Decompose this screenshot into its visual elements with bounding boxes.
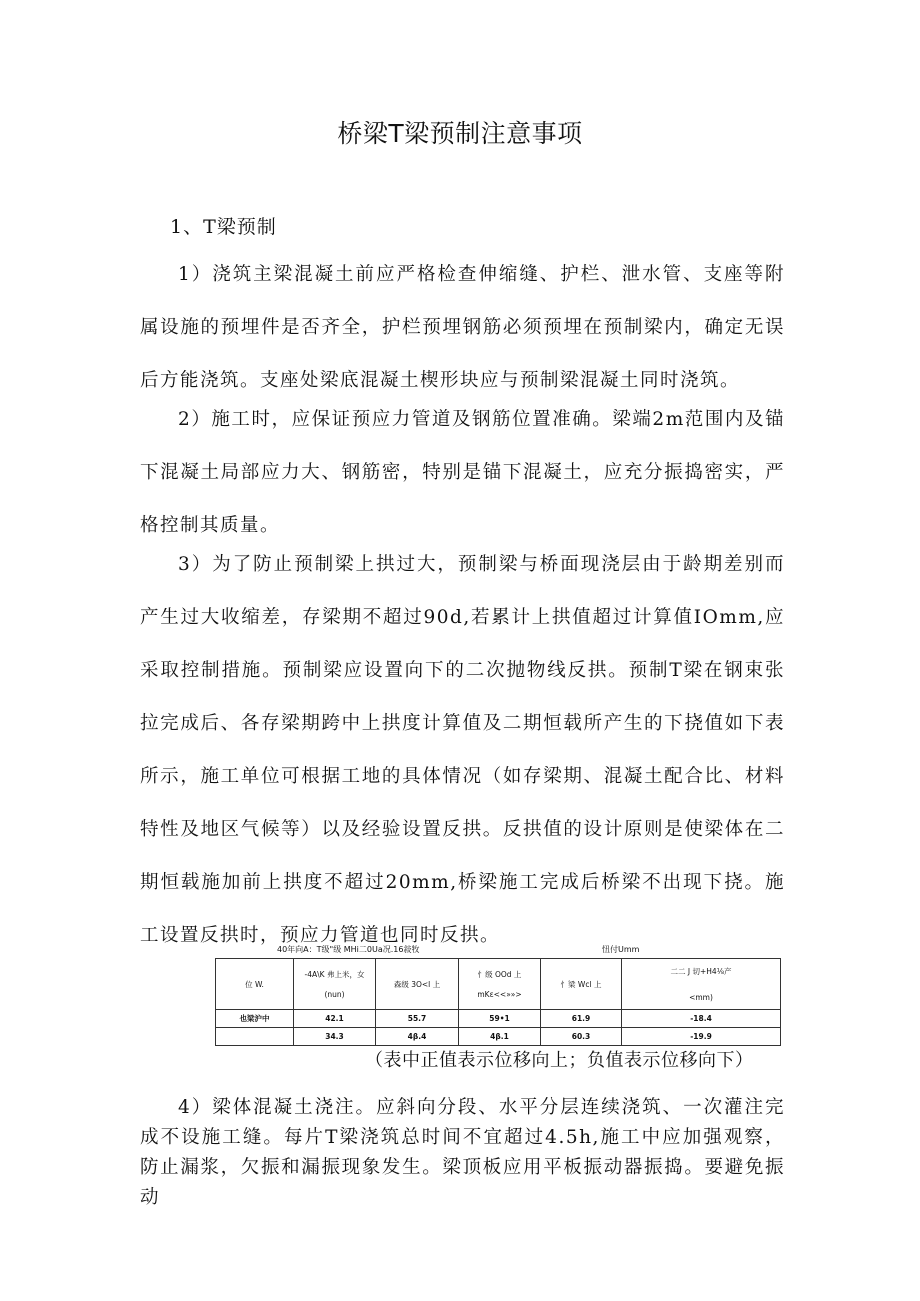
- paragraph-4: 4）梁体混凝土浇注。应斜向分段、水平分层连续浇筑、一次灌注完成不设施工缝。每片T梁浇筑总时间不宜超过4.5h,施工中应加强观察，防止漏浆，欠振和漏振现象发生。梁顶板应用平板振动器振捣。要避免振动: [140, 1097, 785, 1208]
- table-cell: 59•1: [459, 1010, 541, 1028]
- table-header-row: [216, 959, 781, 1010]
- table-cell: 34.3: [294, 1028, 376, 1046]
- table-cell: 42.1: [294, 1010, 376, 1028]
- table-note: （表中正值表示位移向上；负值表示位移向下）: [365, 1050, 754, 1071]
- header-cell: 位 W.: [216, 959, 294, 1010]
- table-cell: -19.9: [622, 1028, 781, 1046]
- table-caption-left: 40年向A：T级"级 MHi二0Ua况.16敍牧: [277, 945, 420, 954]
- table-cell: 4β.4: [376, 1028, 459, 1046]
- table-cell: 61.9: [541, 1010, 622, 1028]
- camber-table: [215, 958, 781, 1046]
- paragraph-2: 2）施工时，应保证预应力管道及钢筋位置准确。梁端2m范围内及锚下混凝土局部应力大、钢筋密，特别是锚下混凝土，应充分振捣密实，严格控制其质量。: [140, 409, 785, 536]
- header-cell: 二二 J 切+H4⅛产 <mm): [622, 959, 781, 1010]
- header-cell: 忄级 OOd 上 mKε<<»»>: [459, 959, 541, 1010]
- paragraph-1: 1）浇筑主梁混凝土前应严格检查伸缩缝、护栏、泄水管、支座等附属设施的预埋件是否齐全，护栏预埋钢筋必须预埋在预制梁内，确定无误后方能浇筑。支座处梁底混凝土楔形块应与预制梁混凝土同时浇筑。: [140, 264, 785, 391]
- header-cell: 森级 3O<l 上: [376, 959, 459, 1010]
- table-caption-row: [215, 942, 780, 958]
- section-heading: 1、T梁预制: [170, 216, 277, 238]
- header-cell: -4A\K 弗上米，女 (nun): [294, 959, 376, 1010]
- header-cell: 忄梁 Wcl 上: [541, 959, 622, 1010]
- table-row: [216, 1010, 781, 1028]
- table-cell: 也梁沪中: [216, 1010, 294, 1028]
- table-cell: 60.3: [541, 1028, 622, 1046]
- table-cell: -18.4: [622, 1010, 781, 1028]
- document-title: 桥梁T梁预制注意事项: [337, 119, 583, 148]
- table-row: [216, 1028, 781, 1046]
- camber-table-block: [215, 942, 780, 1046]
- table-cell: [216, 1028, 294, 1046]
- paragraph-3: 3）为了防止预制梁上拱过大，预制梁与桥面现浇层由于龄期差别而产生过大收缩差，存梁期不超过90d,若累计上拱值超过计算值IOmm,应采取控制措施。预制梁应设置向下的二次抛物线反拱。预制T梁在钢束张拉完成后、各存梁期跨中上拱度计算值及二期恒载所产生的下挠值如下表所示，施工单位可根据工地的具体情况（如存梁期、混凝土配合比、材料特性及地区气候等）以及经验设置反拱。反拱值的设计原则是使梁体在二期恒载施加前上拱度不超过20mm,桥梁施工完成后桥梁不出现下挠。施工设置反拱时，预应力管道也同时反拱。: [140, 554, 785, 946]
- table-cell: 55.7: [376, 1010, 459, 1028]
- table-cell: 4β.1: [459, 1028, 541, 1046]
- table-caption-right: 忸付Umm: [602, 945, 640, 954]
